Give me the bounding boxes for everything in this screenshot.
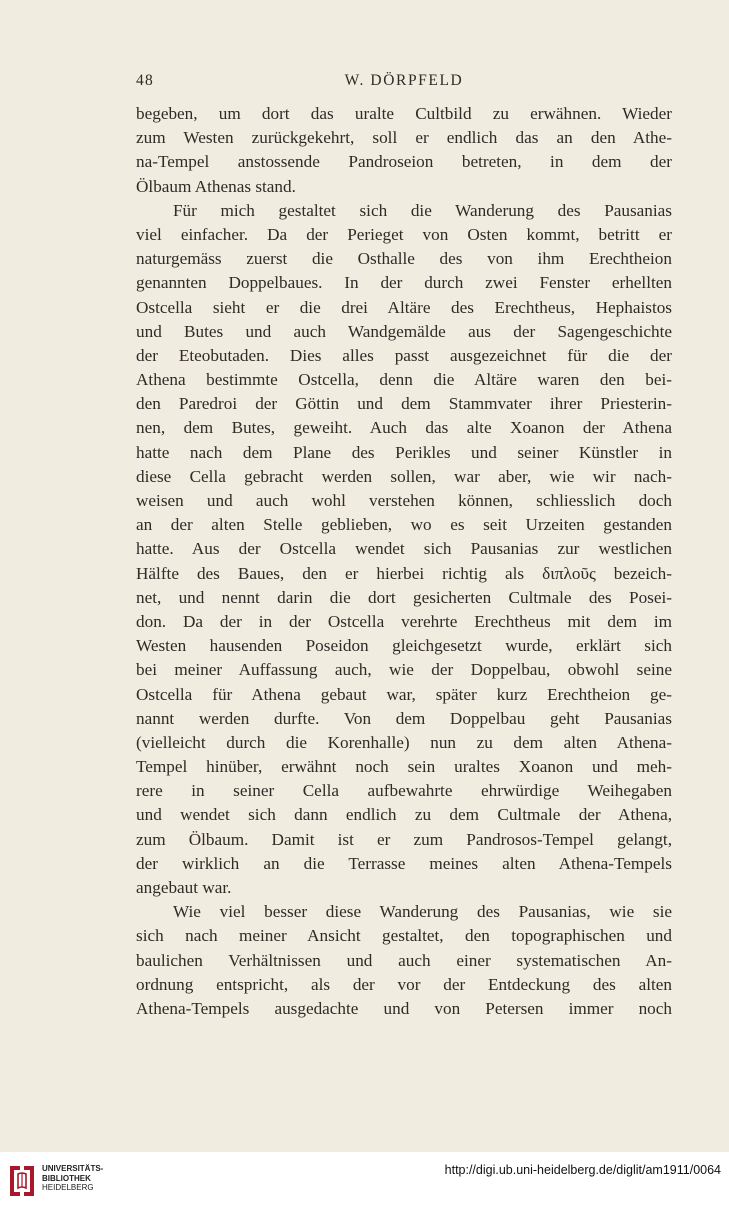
running-title: W. DÖRPFELD: [344, 72, 464, 89]
text-line: viel einfacher. Da der Perieget von Osten kommt, betritt er: [136, 224, 672, 244]
text-line: nannt werden durfte. Von dem Doppelbau geht Pausanias: [136, 708, 672, 728]
text-line: Ostcella sieht er die drei Altäre des Erechtheus, Hephaistos: [136, 297, 672, 317]
library-name-line: BIBLIOTHEK: [42, 1173, 91, 1183]
text-line: den Paredroi der Göttin und dem Stammvater ihrer Priesterin-: [136, 394, 672, 414]
text-line: ordnung entspricht, als der vor der Entdeckung des alten: [136, 974, 672, 994]
text-line: an der alten Stelle geblieben, wo es seit Urzeiten gestanden: [136, 515, 672, 535]
text-line: (vielleicht durch die Korenhalle) nun zu dem alten Athena-: [136, 732, 672, 752]
text-line: hatte. Aus der Ostcella wendet sich Pausanias zur westlichen: [136, 539, 672, 559]
text-line: Tempel hinüber, erwähnt noch sein uraltes Xoanon und meh-: [136, 757, 672, 777]
body-text: [136, 102, 672, 1021]
text-line: rere in seiner Cella aufbewahrte ehrwürdige Weihegaben: [136, 781, 672, 801]
library-name-line: HEIDELBERG: [42, 1183, 94, 1192]
text-line: diese Cella gebracht werden sollen, war aber, wie wir nach-: [136, 466, 672, 486]
text-line: weisen und auch wohl verstehen können, schliesslich doch: [136, 491, 672, 510]
text-line: na-Tempel anstossende Pandroseion betreten, in dem der: [136, 152, 672, 172]
text-line: Ölbaum Athenas stand.: [136, 176, 296, 196]
text-line: Athena-Tempels ausgedachte und von Petersen immer noch: [136, 998, 672, 1018]
library-name-line: UNIVERSITÄTS-: [42, 1164, 104, 1173]
text-line: nen, dem Butes, geweiht. Auch das alte Xoanon der Athena: [136, 418, 672, 438]
text-line: bei meiner Auffassung auch, wie der Doppelbau, obwohl seine: [136, 660, 672, 680]
library-logo-icon[interactable]: [7, 1162, 37, 1198]
text-line: der Eteobutaden. Dies alles passt ausgezeichnet für die der: [136, 345, 672, 365]
text-line: und wendet sich dann endlich zu dem Cultmale der Athena,: [136, 805, 672, 825]
text-line: der wirklich an die Terrasse meines alten Athena-Tempels: [136, 853, 672, 873]
text-line: baulichen Verhältnissen und auch einer systematischen An-: [136, 950, 672, 970]
footer-bar: [0, 1152, 729, 1207]
source-url-link[interactable]: http://digi.ub.uni-heidelberg.de/diglit/am1911/0064: [444, 1163, 721, 1177]
text-line: Wie viel besser diese Wanderung des Pausanias, wie sie: [173, 902, 672, 922]
text-line: angebaut war.: [136, 878, 232, 897]
text-line: Für mich gestaltet sich die Wanderung des Pausanias: [173, 200, 672, 220]
text-line: sich nach meiner Ansicht gestaltet, den topographischen und: [136, 926, 672, 946]
text-line: zum Ölbaum. Damit ist er zum Pandrosos-Tempel gelangt,: [136, 829, 672, 849]
text-line: naturgemäss zuerst die Osthalle des von ihm Erechtheion: [136, 249, 672, 269]
text-line: zum Westen zurückgekehrt, soll er endlich das an den Athe-: [136, 128, 672, 148]
text-line: genannten Doppelbaues. In der durch zwei Fenster erhellten: [136, 273, 672, 293]
text-line: Ostcella für Athena gebaut war, später kurz Erechtheion ge-: [136, 684, 672, 704]
text-line: don. Da der in der Ostcella verehrte Erechtheus mit dem im: [136, 611, 672, 631]
text-line: Hälfte des Baues, den er hierbei richtig als διπλοῦς bezeich-: [136, 563, 672, 583]
text-line: net, und nennt darin die dort gesicherten Cultmale des Posei-: [136, 587, 672, 607]
text-line: begeben, um dort das uralte Cultbild zu erwähnen. Wieder: [136, 104, 672, 123]
text-line: Athena bestimmte Ostcella, denn die Altäre waren den bei-: [136, 370, 672, 390]
text-line: hatte nach dem Plane des Perikles und seiner Künstler in: [136, 442, 672, 462]
text-line: und Butes und auch Wandgemälde aus der Sagengeschichte: [136, 321, 672, 341]
text-line: Westen hausenden Poseidon gleichgesetzt wurde, erklärt sich: [136, 636, 672, 656]
library-name: [42, 1164, 103, 1193]
running-head: [136, 72, 672, 94]
page-number: 48: [136, 72, 154, 89]
